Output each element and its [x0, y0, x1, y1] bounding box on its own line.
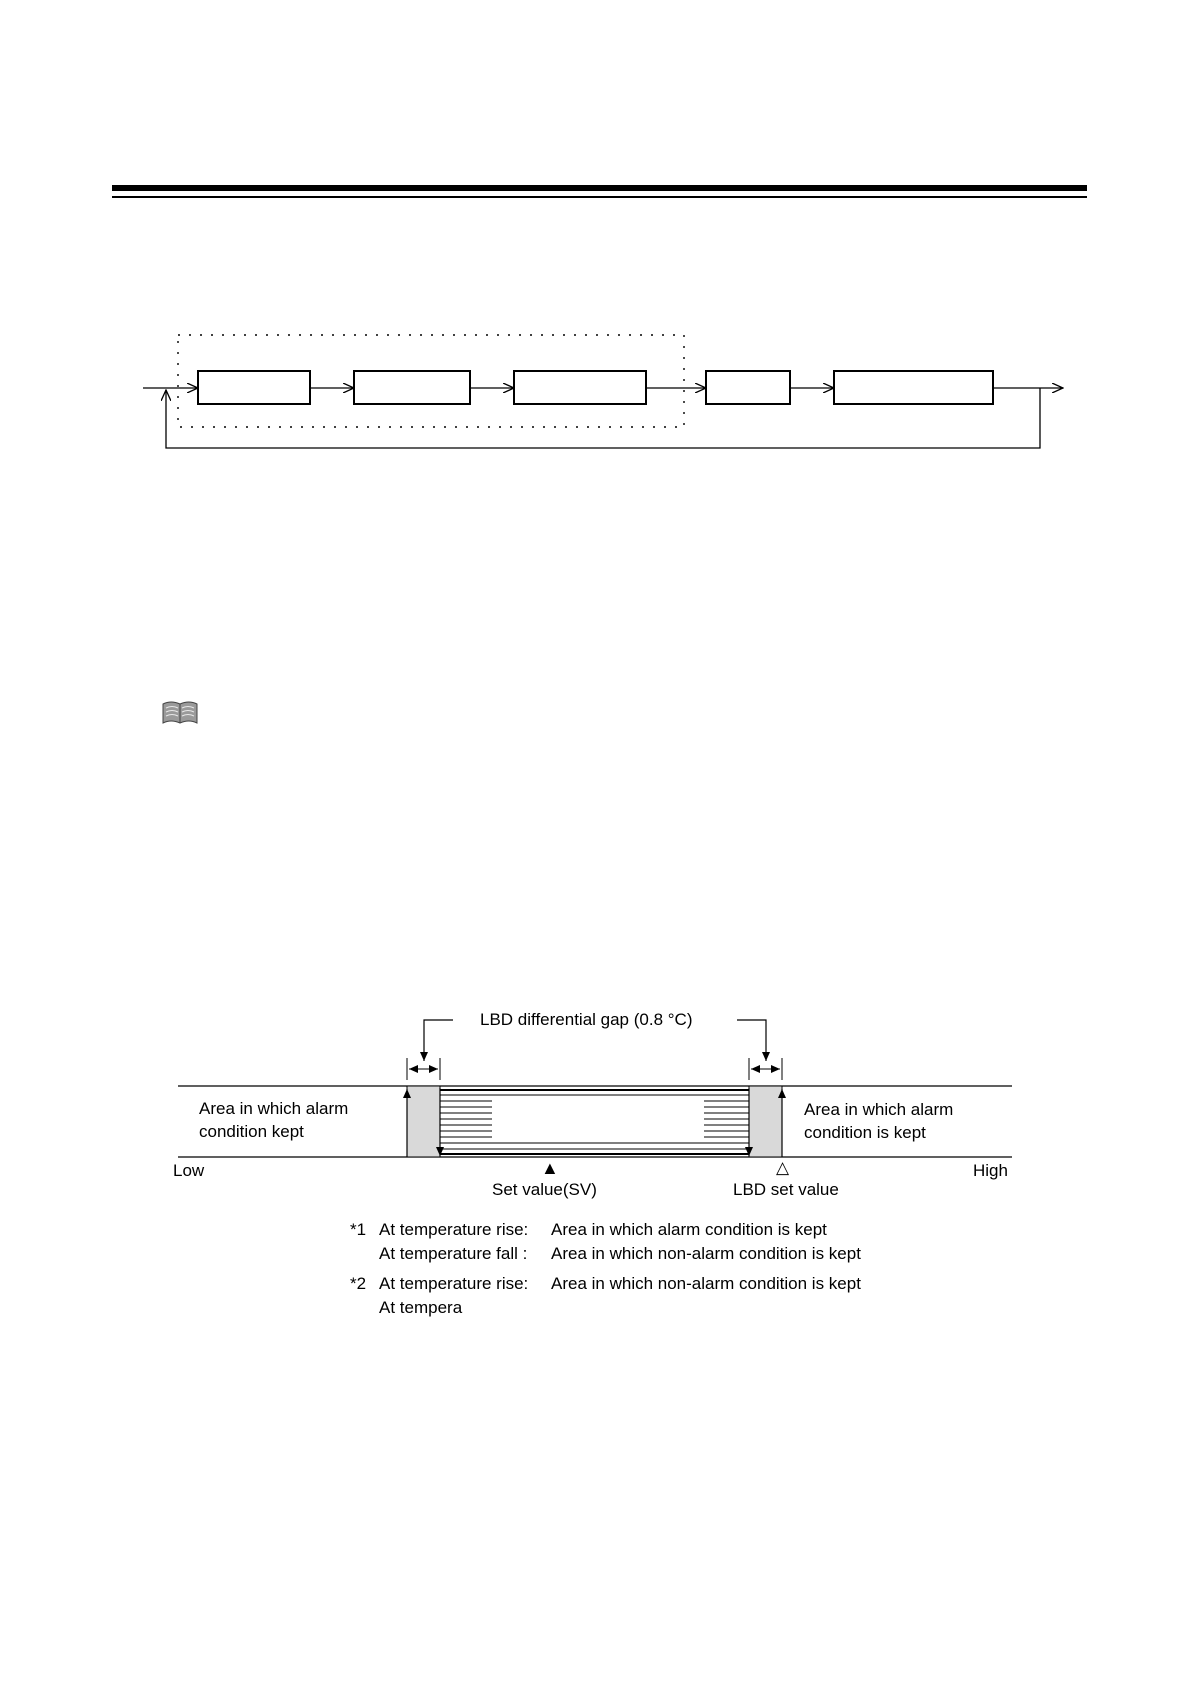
lbd-set-value-label: LBD set value [733, 1180, 839, 1199]
left-area-line-2: condition kept [199, 1122, 304, 1141]
note-1-mark: *1 [350, 1220, 367, 1239]
left-gap-region [407, 1086, 440, 1157]
right-gap-region [749, 1086, 782, 1157]
note-1-line-2 [350, 1244, 910, 1266]
axis-high-label: High [973, 1161, 1008, 1180]
note-2-rise-condition: At temperature rise: [379, 1274, 529, 1293]
note-2-fall-condition: At tempera [379, 1298, 463, 1317]
right-leader [737, 1020, 766, 1061]
gap-label: LBD differential gap (0.8 °C) [480, 1010, 693, 1029]
note-1-fall-condition: At temperature fall : [379, 1244, 528, 1263]
note-1-rise-result: Area in which alarm condition is kept [551, 1220, 827, 1239]
note-2-mark: *2 [350, 1274, 367, 1293]
right-area-line-2: condition is kept [804, 1123, 926, 1142]
axis-low-label: Low [173, 1161, 205, 1180]
note-1-rise-condition: At temperature rise: [379, 1220, 529, 1239]
sv-label: Set value(SV) [492, 1180, 597, 1199]
left-area-line-1: Area in which alarm [199, 1099, 349, 1118]
note-1-line-1 [350, 1220, 910, 1242]
left-leader [424, 1020, 453, 1061]
right-area-line-1: Area in which alarm [804, 1100, 954, 1119]
note-1-fall-result: Area in which non-alarm condition is kept [551, 1244, 861, 1263]
sv-marker-icon: ▲ [541, 1158, 559, 1178]
note-2-rise-result: Area in which non-alarm condition is kept [551, 1274, 861, 1293]
note-2-line-2 [350, 1298, 910, 1320]
lbd-marker-icon: △ [776, 1158, 790, 1177]
clear-center [492, 1098, 704, 1142]
note-2-line-1 [350, 1274, 910, 1296]
